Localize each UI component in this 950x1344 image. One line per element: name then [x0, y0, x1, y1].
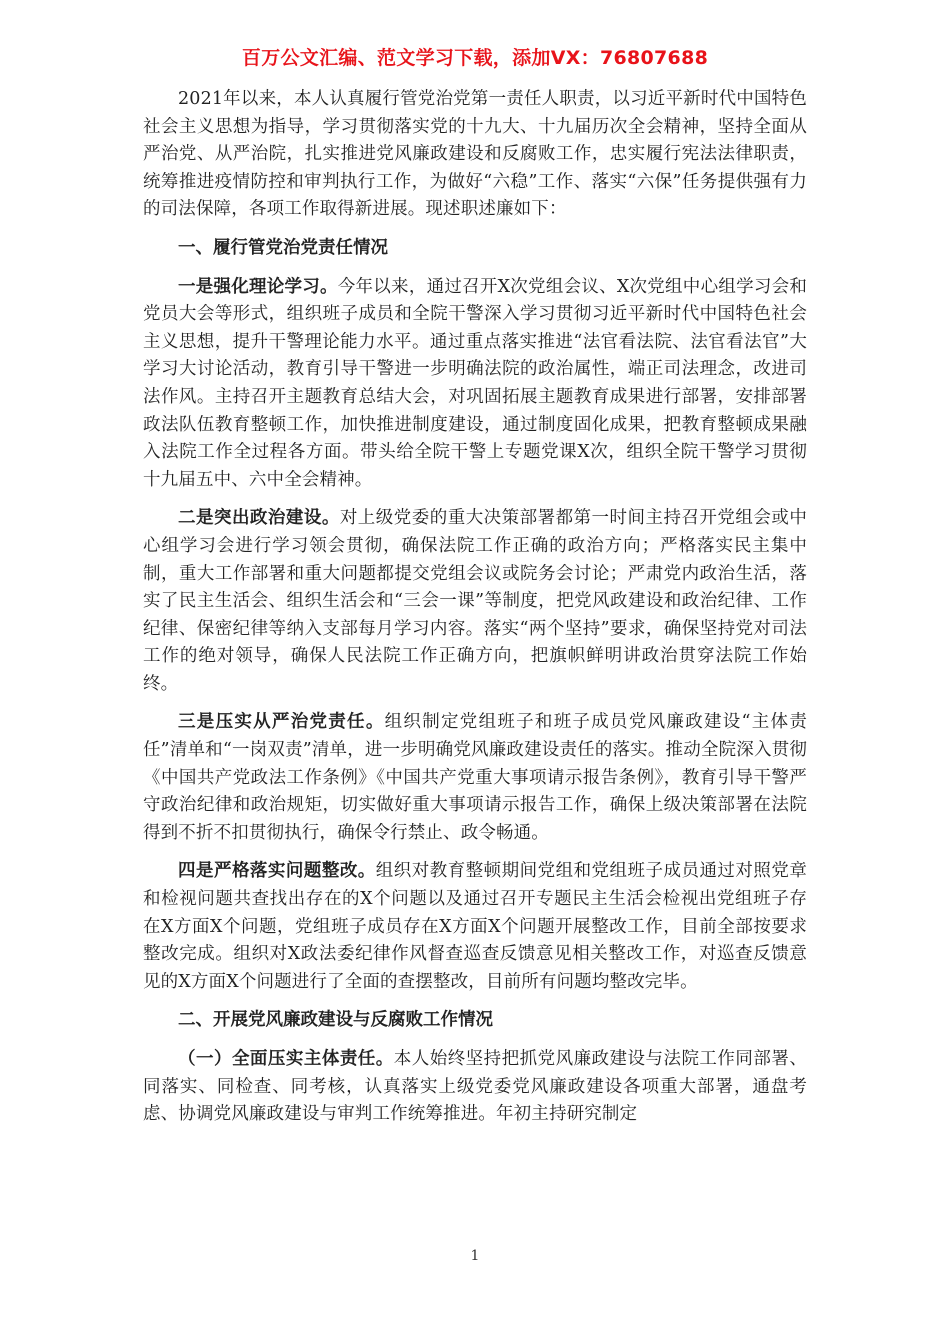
page-number: 1: [470, 1248, 480, 1264]
item-lead: （一）全面压实主体责任。: [178, 1049, 394, 1069]
item-text: 组织制定党组班子和班子成员党风廉政建设“主体责任”清单和“一岗双责”清单，进一步明确党风廉政建设责任的落实。推动全院深入贯彻《中国共产党政法工作条例》《中国共产党重大事项请示报告条例》，教育引导干警严守政治纪律和政治规矩，切实做好重大事项请示报告工作，确保上级决策部署在法院得到不折不扣贯彻执行，确保令行禁止、政令畅通。: [143, 712, 807, 843]
section-1-item-3: [143, 709, 807, 847]
document-page: [143, 44, 807, 1140]
section-1-item-2: [143, 505, 807, 698]
item-lead: 四是严格落实问题整改。: [178, 861, 376, 882]
promo-banner: 百万公文汇编、范文学习下载，添加VX：76807688: [241, 47, 709, 69]
section-1-item-1: [143, 274, 807, 495]
item-lead: 三是压实从严治党责任。: [178, 712, 385, 733]
item-text: 对上级党委的重大决策部署都第一时间主持召开党组会或中心组学习会进行学习领会贯彻，确保法院工作正确的政治方向；严格落实民主集中制，重大工作部署和重大问题都提交党组会议或院务会讨论；严肃党内政治生活，落实了民主生活会、组织生活会和“三会一课”等制度，把党风政建设和政治纪律、工作纪律、保密纪律等纳入支部每月学习内容。落实“两个坚持”要求，确保坚持党对司法工作的绝对领导，确保人民法院工作正确方向，把旗帜鲜明讲政治贯穿法院工作始终。: [143, 508, 807, 694]
item-text: 今年以来，通过召开X次党组会议、X次党组中心组学习会和党员大会等形式，组织班子成员和全院干警深入学习贯彻习近平新时代中国特色社会主义思想，提升干警理论能力水平。通过重点落实推进“法官看法院、法官看法官”大学习大讨论活动，教育引导干警进一步明确法院的政治属性，端正司法理念，改进司法作风。主持召开主题教育总结大会，对巩固拓展主题教育成果进行部署，安排部署政法队伍教育整顿工作，加快推进制度建设，通过制度固化成果，把教育整顿成果融入法院工作全过程各方面。带头给全院干警上专题党课X次，组织全院干警学习贯彻十九届五中、六中全会精神。: [143, 276, 807, 490]
section-1-heading: 一、履行管党治党责任情况: [178, 237, 388, 258]
item-text: 组织对教育整顿期间党组和党组班子成员通过对照党章和检视问题共查找出存在的X个问题以及通过召开专题民主生活会检视出党组班子存在X方面X个问题，党组班子成员存在X方面X个问题开展整改工作，目前全部按要求整改完成。组织对X政法委纪律作风督查巡查反馈意见相关整改工作，对巡查反馈意见的X方面X个问题进行了全面的查摆整改，目前所有问题均整改完毕。: [143, 861, 807, 992]
section-2-item-1: [143, 1046, 807, 1129]
item-lead: 一是强化理论学习。: [178, 276, 338, 297]
intro-paragraph: 2021年以来，本人认真履行管党治党第一责任人职责，以习近平新时代中国特色社会主义思想为指导，学习贯彻落实党的十九大、十九届历次全会精神，坚持全面从严治党、从严治院，扎实推进党风廉政建设和反腐败工作，忠实履行宪法法律职责，统筹推进疫情防控和审判执行工作，为做好“六稳”工作、落实“六保”任务提供强有力的司法保障，各项工作取得新进展。现述职述廉如下：: [143, 89, 807, 220]
item-lead: 二是突出政治建设。: [178, 508, 340, 529]
item-text: 本人始终坚持把抓党风廉政建设与法院工作同部署、同落实、同检查、同考核，认真落实上级党委党风廉政建设各项重大部署，通盘考虑、协调党风廉政建设与审判工作统筹推进。年初主持研究制定: [143, 1049, 807, 1125]
section-1-item-4: [143, 858, 807, 996]
section-2-heading: 二、开展党风廉政建设与反腐败工作情况: [178, 1010, 493, 1031]
